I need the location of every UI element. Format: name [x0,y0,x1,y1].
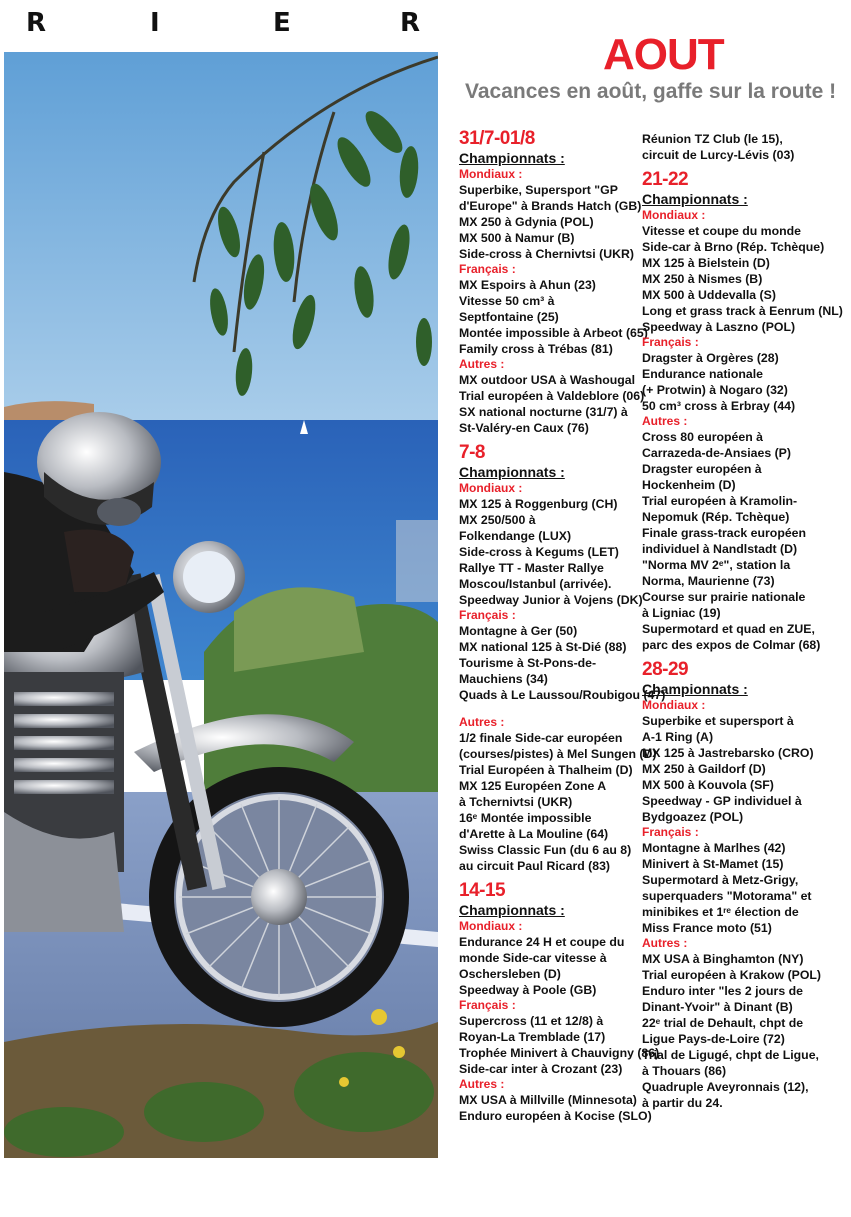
event-line: 22ᵉ trial de Dehault, chpt de [642,1016,804,1030]
event-line: parc des expos de Colmar (68) [642,638,821,652]
calendar-column-2 [642,131,843,1111]
event-line: minibikes et 1ʳᵉ élection de [642,905,799,919]
event-line: MX 125 Européen Zone A [459,779,607,793]
event-line: d'Europe" à Brands Hatch (GB) [459,199,642,213]
event-line: Speedway à Poole (GB) [459,983,597,997]
event-line: A-1 Ring (A) [642,730,714,744]
event-line: Swiss Classic Fun (du 6 au 8) [459,843,632,857]
header-letters [0,8,430,42]
event-line: Superbike, Supersport "GP [459,183,618,197]
category-label: Français : [459,998,516,1012]
event-line: Dinant-Yvoir" à Dinant (B) [642,1000,793,1014]
header-letter: R [400,8,421,38]
category-label: Français : [459,608,516,622]
event-line: Endurance nationale [642,367,763,381]
event-line: Supermotard et quad en ZUE, [642,622,815,636]
event-line: Minivert à St-Mamet (15) [642,857,784,871]
event-line: Finale grass-track européen [642,526,807,540]
event-line: Moscou/Istanbul (arrivée). [459,577,612,591]
date-heading: 21-22 [642,169,689,190]
event-line: Trial Européen à Thalheim (D) [459,763,633,777]
event-line: MX 500 à Kouvola (SF) [642,778,774,792]
event-line: Montagne à Ger (50) [459,624,578,638]
event-line: Superbike et supersport à [642,714,794,728]
date-block-28-29 [642,659,822,1111]
event-line: MX outdoor USA à Washougal [459,373,636,387]
event-line: à Tchernivtsi (UKR) [459,795,573,809]
date-heading: 28-29 [642,659,689,680]
event-line: MX 125 à Jastrebarsko (CRO) [642,746,814,760]
category-label: Autres : [459,1077,505,1091]
event-line: Enduro européen à Kocise (SLO) [459,1109,652,1123]
event-line: Hockenheim (D) [642,478,736,492]
event-line: Enduro inter "les 2 jours de [642,984,803,998]
event-line: MX 250 à Gaildorf (D) [642,762,766,776]
category-label: Mondiaux : [642,208,706,222]
event-line: Folkendange (LUX) [459,529,572,543]
event-line: Oschersleben (D) [459,967,561,981]
event-line: Tourisme à St-Pons-de- [459,656,597,670]
date-block-14-15 [459,880,660,1124]
event-line: Family cross à Trébas (81) [459,342,613,356]
event-line: MX national 125 à St-Dié (88) [459,640,627,654]
event-line: Trial européen à Kramolin- [642,494,798,508]
event-line: MX 500 à Namur (B) [459,231,575,245]
event-line: (+ Protwin) à Nogaro (32) [642,383,788,397]
event-line: (courses/pistes) à Mel Sungen (D) [459,747,657,761]
event-line: Side-cross à Kegums (LET) [459,545,619,559]
category-label: Autres : [459,357,505,371]
event-line: 1/2 finale Side-car européen [459,731,623,745]
category-label: Français : [459,262,516,276]
event-line: MX USA à Binghamton (NY) [642,952,804,966]
header-letter: R [26,8,47,38]
event-line: 50 cm³ cross à Erbray (44) [642,399,796,413]
event-line: au circuit Paul Ricard (83) [459,859,611,873]
event-line: MX 250/500 à [459,513,536,527]
event-line: Course sur prairie nationale [642,590,806,604]
header-letter: E [273,8,291,38]
category-label: Mondiaux : [642,698,706,712]
event-line: circuit de Lurcy-Lévis (03) [642,148,795,162]
page-title: AOUT [603,30,724,79]
event-line: MX 125 à Bielstein (D) [642,256,770,270]
event-line: d'Arette à La Mouline (64) [459,827,609,841]
event-line: St-Valéry-en Caux (76) [459,421,589,435]
championnats-heading: Championnats : [459,464,565,480]
event-line: Vitesse et coupe du monde [642,224,801,238]
event-line: MX 125 à Roggenburg (CH) [459,497,618,511]
event-line: superquaders "Motorama" et [642,889,812,903]
event-line: Supercross (11 et 12/8) à [459,1014,604,1028]
event-line: Side-car inter à Crozant (23) [459,1062,623,1076]
event-line: Trial européen à Valdeblore (06) [459,389,645,403]
event-line: Trial européen à Krakow (POL) [642,968,822,982]
event-line: Montagne à Marlhes (42) [642,841,786,855]
event-line: à Ligniac (19) [642,606,721,620]
event-line: "Norma MV 2ᵉ", station la [642,558,791,572]
event-line: Quads à Le Laussou/Roubigou (47) [459,688,666,702]
event-line: Endurance 24 H et coupe du [459,935,625,949]
event-line: Speedway Junior à Vojens (DK) [459,593,643,607]
championnats-heading: Championnats : [642,681,748,697]
date-block-21-22 [642,169,843,653]
event-line: Supermotard à Metz-Grigy, [642,873,799,887]
date-heading: 31/7-01/8 [459,128,535,149]
event-line: Vitesse 50 cm³ à [459,294,555,308]
event-line: Rallye TT - Master Rallye [459,561,604,575]
category-label: Mondiaux : [459,481,523,495]
page-subtitle: Vacances en août, gaffe sur la route ! [465,80,837,103]
event-line: Ligue Pays-de-Loire (72) [642,1032,785,1046]
event-line: Bydgoazez (POL) [642,810,744,824]
event-line: Long et grass track à Eenrum (NL) [642,304,843,318]
championnats-heading: Championnats : [459,150,565,166]
event-line: individuel à Nandlstadt (D) [642,542,798,556]
category-label: Mondiaux : [459,167,523,181]
event-line: Royan-La Tremblade (17) [459,1030,606,1044]
championnats-heading: Championnats : [642,191,748,207]
event-line: Quadruple Aveyronnais (12), [642,1080,809,1094]
date-heading: 7-8 [459,442,485,463]
event-line: MX USA à Millville (Minnesota) [459,1093,637,1107]
event-line: Septfontaine (25) [459,310,559,324]
event-line: Réunion TZ Club (le 15), [642,132,783,146]
category-label: Mondiaux : [459,919,523,933]
event-line: MX 500 à Uddevalla (S) [642,288,776,302]
category-label: Français : [642,825,699,839]
event-line: Miss France moto (51) [642,921,772,935]
event-line: 16ᵉ Montée impossible [459,811,592,825]
date-heading: 14-15 [459,880,506,901]
event-line: Norma, Maurienne (73) [642,574,775,588]
event-line: Nepomuk (Rép. Tchèque) [642,510,790,524]
event-line: Carrazeda-de-Ansiaes (P) [642,446,791,460]
event-line: Side-cross à Chernivtsi (UKR) [459,247,634,261]
event-line: monde Side-car vitesse à [459,951,607,965]
category-label: Autres : [459,715,505,729]
event-line: Montée impossible à Arbeot (65) [459,326,648,340]
championnats-heading: Championnats : [459,902,565,918]
event-line: Cross 80 européen à [642,430,763,444]
category-label: Autres : [642,414,688,428]
event-line: à partir du 24. [642,1096,723,1110]
event-line: Mauchiens (34) [459,672,548,686]
event-line: SX national nocturne (31/7) à [459,405,628,419]
event-line: Trophée Minivert à Chauvigny (86) [459,1046,660,1060]
event-line: Dragster à Orgères (28) [642,351,779,365]
category-label: Autres : [642,936,688,950]
header-letter: I [150,8,160,38]
event-line: Speedway - GP individuel à [642,794,802,808]
event-line: Side-car à Brno (Rép. Tchèque) [642,240,825,254]
event-line: MX 250 à Gdynia (POL) [459,215,594,229]
event-line: Trial de Ligugé, chpt de Ligue, [642,1048,819,1062]
event-line: Dragster européen à [642,462,762,476]
event-line: à Thouars (86) [642,1064,727,1078]
date-block-31-7 [459,128,648,436]
event-line: Speedway à Laszno (POL) [642,320,796,334]
event-line: MX Espoirs à Ahun (23) [459,278,596,292]
event-line: MX 250 à Nismes (B) [642,272,763,286]
category-label: Français : [642,335,699,349]
motorcycle-photo [4,52,438,1158]
